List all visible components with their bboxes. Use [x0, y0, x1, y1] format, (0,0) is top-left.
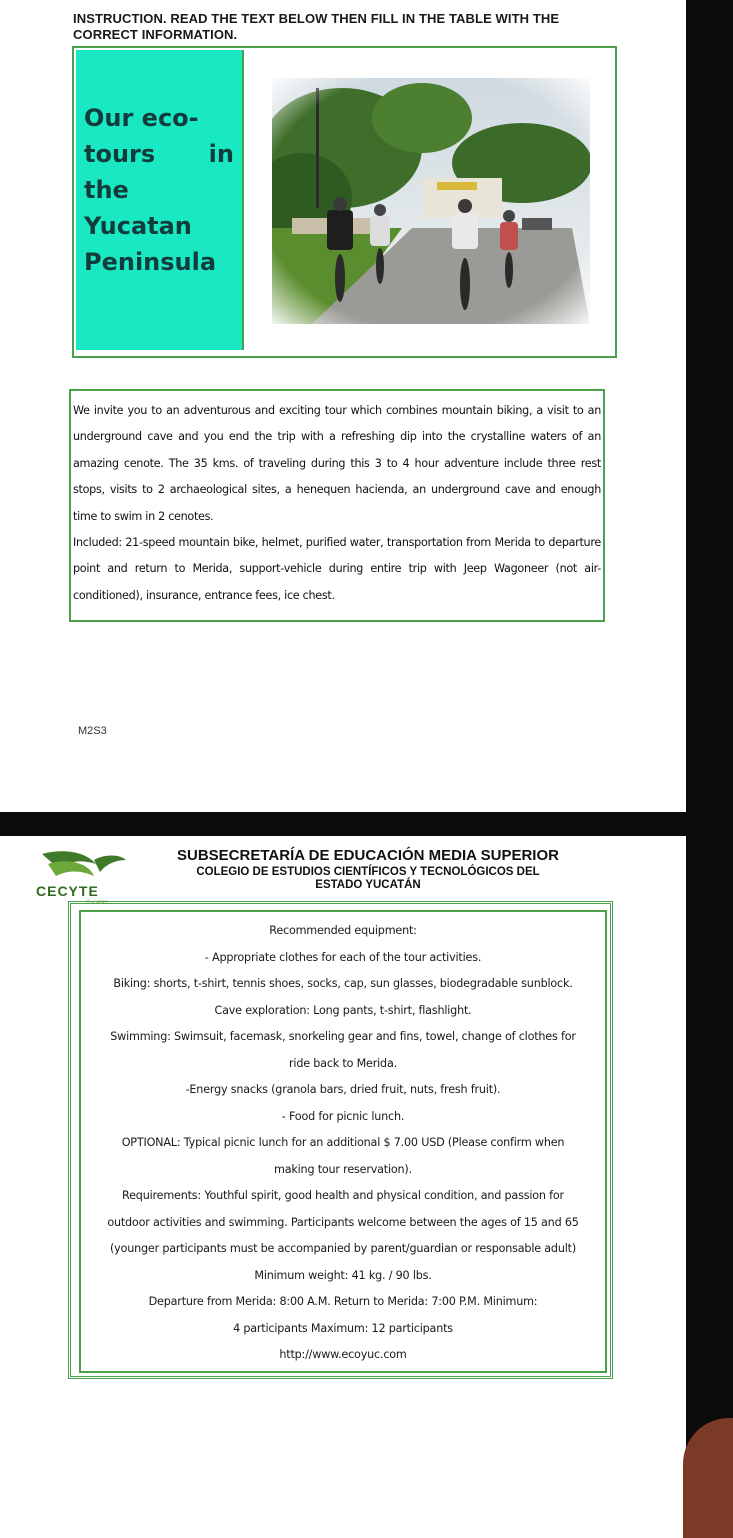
- info-line: Requirements: Youthful spirit, good health and physical condition, and passion for: [122, 1189, 564, 1202]
- tour-info-lines: [81, 912, 605, 1369]
- header-title: SUBSECRETARÍA DE EDUCACIÓN MEDIA SUPERIOR: [177, 847, 559, 864]
- info-line: (younger participants must be accompanied by parent/guardian or responsable adult): [109, 1242, 576, 1255]
- page-separator-band: [0, 812, 686, 836]
- info-line: - Food for picnic lunch.: [281, 1109, 405, 1123]
- info-line: Swimming: Swimsuit, facemask, snorkeling gear and fins, towel, change of clothes for: [110, 1030, 576, 1043]
- hero-title-line: Peninsula: [84, 248, 217, 276]
- instruction-heading: [73, 11, 633, 43]
- header-subtitle-line: ESTADO YUCATÁN: [315, 879, 421, 891]
- info-line: outdoor activities and swimming. Participants welcome between the ages of 15 and 65: [107, 1215, 579, 1229]
- info-line: OPTIONAL: Typical picnic lunch for an additional $ 7.00 USD (Please confirm when: [121, 1136, 565, 1149]
- tour-info-box: [68, 901, 613, 1379]
- page-code: M2S3: [78, 725, 107, 737]
- info-url: http://www.ecoyuc.com: [279, 1348, 407, 1361]
- tour-info-inner: [79, 910, 607, 1373]
- hero-title-line: tours in the: [84, 140, 234, 204]
- description-paragraph: We invite you to an adventurous and exciting tour which combines mountain biking, a visit to an underground cave and you end the trip with a refreshing dip into the crystalline waters of an amazing cenote. The 35 kms. of traveling during this 3 to 4 hour adventure include three rest stops, visits to 2 archaeological sites, a henequen hacienda, an underground cave and enough time to swim in 2 cenotes.: [73, 404, 601, 523]
- info-line: making tour reservation).: [274, 1162, 412, 1176]
- header-subtitle: [180, 866, 556, 892]
- info-line: - Appropriate clothes for each of the tour activities.: [204, 950, 482, 964]
- hero-title: [84, 100, 234, 280]
- info-line: 4 participants Maximum: 12 participants: [233, 1321, 453, 1335]
- info-line: Departure from Merida: 8:00 A.M. Return to Merida: 7:00 P.M. Minimum:: [148, 1295, 538, 1308]
- header-subtitle-line: COLEGIO DE ESTUDIOS CIENTÍFICOS Y TECNOLÓGICOS DEL: [196, 866, 540, 878]
- info-line: Minimum weight: 41 kg. / 90 lbs.: [254, 1268, 432, 1282]
- cyclists-photo: [272, 78, 590, 324]
- instruction-line-1: INSTRUCTION. READ THE TEXT BELOW THEN FILL IN THE TABLE WITH THE: [73, 11, 560, 26]
- info-line: Biking: shorts, t-shirt, tennis shoes, socks, cap, sun glasses, biodegradable sunblock.: [113, 977, 573, 990]
- cecyte-logo: [34, 846, 130, 906]
- info-line: Cave exploration: Long pants, t-shirt, flashlight.: [214, 1003, 472, 1017]
- description-paragraph: Included: 21-speed mountain bike, helmet, purified water, transportation from Merida to departure point and return to Merida, support-vehicle during entire trip with Jeep Wagoneer (not air-conditioned), insurance, entrance fees, ice chest.: [73, 536, 601, 602]
- info-line: Recommended equipment:: [269, 924, 417, 937]
- svg-text:Yucatán: Yucatán: [86, 900, 108, 906]
- instruction-line-2: CORRECT INFORMATION.: [73, 27, 238, 42]
- info-line: -Energy snacks (granola bars, dried fruit, nuts, fresh fruit).: [185, 1083, 501, 1096]
- svg-text:CECYTE: CECYTE: [36, 883, 99, 899]
- hero-title-line: Yucatan: [84, 212, 192, 240]
- hero-box: [72, 46, 617, 358]
- info-line: ride back to Merida.: [289, 1056, 397, 1070]
- tour-description-box: [69, 389, 605, 622]
- hero-title-panel: [76, 50, 244, 350]
- hero-title-line: Our eco-: [84, 104, 199, 132]
- right-dark-strip: [686, 0, 733, 1505]
